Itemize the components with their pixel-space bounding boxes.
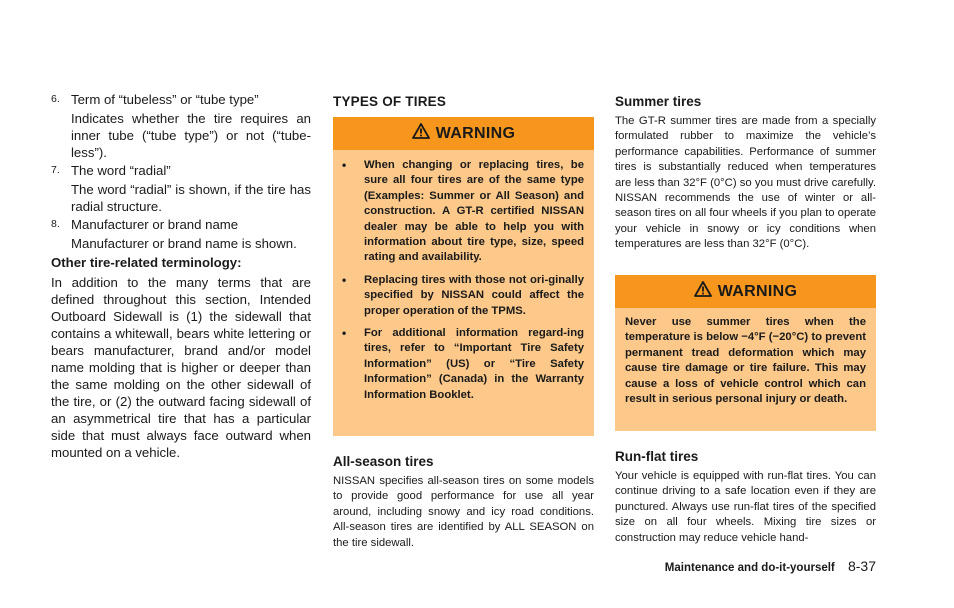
section-title: TYPES OF TIRES xyxy=(333,94,447,109)
item-label: Term of “tubeless” or “tube type” xyxy=(71,92,259,107)
warning-text: Replacing tires with those not ori-ginally specified by NISSAN could affect the proper operation of the TPMS. xyxy=(364,273,584,317)
list-item xyxy=(333,158,594,266)
section-heading: Summer tires xyxy=(615,94,702,109)
warning-title: WARNING xyxy=(717,282,798,300)
item-label: Manufacturer or brand name xyxy=(71,217,239,232)
warning-box xyxy=(615,275,876,431)
item-description: Indicates whether the tire requires an inner tube (“tube type”) or not (“tube-less”). xyxy=(71,111,311,161)
footer-title: Maintenance and do-it-yourself xyxy=(664,562,835,574)
warning-triangle-icon xyxy=(412,123,436,144)
list-item xyxy=(333,326,594,403)
warning-triangle-icon xyxy=(694,281,718,302)
warning-box xyxy=(333,117,594,436)
warning-header xyxy=(333,117,594,150)
section-text: NISSAN specifies all-season tires on some models to provide good performance for use all year around, including snowy and icy road conditions. All-season tires are identified by ALL SEASON on the tire sidewall. xyxy=(333,475,594,549)
subheading: Other tire-related terminology: xyxy=(51,255,242,270)
list-item xyxy=(333,273,594,319)
warning-text: For additional information regard-ing tires, refer to “Important Tire Safety Information” (US) or “Tire Safety Information” (Canada) in the Warranty Information Booklet. xyxy=(364,327,584,401)
bullet-icon: • xyxy=(342,272,347,287)
section-text: The GT-R summer tires are made from a specially formulated rubber to maximize the vehicle’s performance capabilities. Performance of summer tires is substantially reduced when temperatures are less than 32°F (0°C) so you must drive carefully. NISSAN recommends the use of winter or all-season tires on all four wheels if you plan to operate your vehicle in snowy or icy conditions when temperatures are less than 32°F (0°C). xyxy=(615,115,876,251)
warning-text: When changing or replacing tires, be sure all four tires are of the same type (Examples: Summer or All Season) and construction. A GT-R certified NISSAN dealer may be able to help you with information about tire type, size, speed rating and availability. xyxy=(364,159,584,264)
page-number: 8-37 xyxy=(847,558,876,574)
warning-title: WARNING xyxy=(435,124,516,142)
page-footer xyxy=(665,558,876,574)
section-text: Your vehicle is equipped with run-flat tires. You can continue driving to a safe location even if they are punctured. Always use run-flat tires of the specified size on all four wheels. Mixing tire sizes or construction may reduce vehicle hand- xyxy=(615,470,876,544)
item-label: The word “radial” xyxy=(71,163,171,178)
section-heading: Run-flat tires xyxy=(615,449,699,464)
bullet-icon: • xyxy=(342,158,347,172)
item-number: 7. xyxy=(51,164,60,176)
terminology-paragraph: In addition to the many terms that are defined throughout this section, Intended Outboard Sidewall is (1) the sidewall that contains a whitewall, bears white lettering or bears manufacturer, brand and/or model name molding that is higher or deeper than the same molding on the other sidewall of the tire, or (2) the outward facing sidewall of an asymmetrical tire that has a particular side that must always face outward when mounted on a vehicle. xyxy=(51,275,311,460)
item-number: 6. xyxy=(51,93,60,105)
item-description: The word “radial” is shown, if the tire has radial structure. xyxy=(71,182,311,215)
warning-text: Never use summer tires when the temperature is below −4°F (−20°C) to prevent permanent tread deformation which may cause tire damage or tire failure. This may cause a loss of vehicle control which can result in serious personal injury or death. xyxy=(625,316,866,406)
item-description: Manufacturer or brand name is shown. xyxy=(71,236,297,251)
warning-header xyxy=(615,275,876,308)
section-heading: All-season tires xyxy=(333,454,434,469)
item-number: 8. xyxy=(51,218,60,230)
warning-list xyxy=(333,150,594,403)
bullet-icon: • xyxy=(342,326,347,341)
